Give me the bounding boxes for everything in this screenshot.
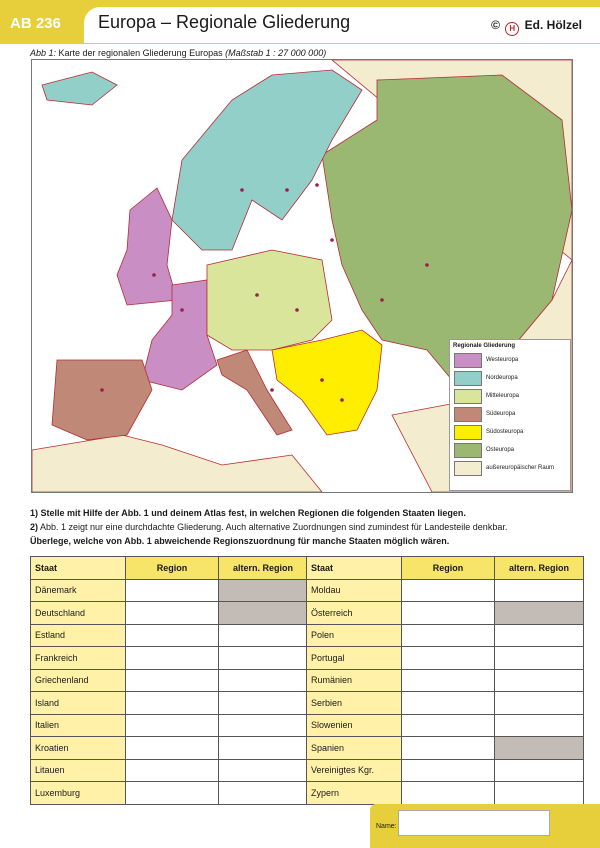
legend-swatch: [454, 443, 482, 458]
legend-label: Südeuropa: [486, 411, 516, 417]
table-row: [31, 647, 308, 670]
legend-item: [454, 405, 570, 423]
legend-item: [454, 459, 570, 477]
column-header-alt-region: altern. Region: [495, 557, 584, 580]
legend-label: Mitteleuropa: [486, 393, 520, 399]
table-row: [307, 579, 584, 602]
state-name: Kroatien: [31, 737, 126, 760]
alt-region-cell[interactable]: [495, 624, 584, 647]
table-row: [307, 669, 584, 692]
region-cell[interactable]: [402, 737, 495, 760]
column-header-region: Region: [402, 557, 495, 580]
publisher: [491, 18, 582, 36]
caption-scale: (Maßstab 1 : 27 000 000): [225, 48, 327, 58]
legend-item: [454, 423, 570, 441]
region-cell[interactable]: [402, 624, 495, 647]
alt-region-cell[interactable]: [219, 647, 308, 670]
alt-region-cell[interactable]: [495, 692, 584, 715]
table-row: [307, 602, 584, 625]
legend-item: [454, 351, 570, 369]
alt-region-cell-disabled: [219, 579, 308, 602]
table-row: [31, 714, 308, 737]
legend-swatch: [454, 407, 482, 422]
task-1: 1) Stelle mit Hilfe der Abb. 1 und deinem Atlas fest, in welchen Regionen die folgenden Staaten liegen.: [30, 508, 466, 518]
region-cell[interactable]: [402, 692, 495, 715]
legend-label: Westeuropa: [486, 357, 519, 363]
alt-region-cell-disabled: [495, 602, 584, 625]
alt-region-cell[interactable]: [495, 782, 584, 805]
map-region-central: [207, 250, 332, 350]
region-cell[interactable]: [402, 759, 495, 782]
state-name: Slowenien: [307, 714, 402, 737]
region-cell[interactable]: [402, 782, 495, 805]
legend-label: Nordeuropa: [486, 375, 518, 381]
column-header-state: Staat: [307, 557, 402, 580]
region-cell[interactable]: [402, 579, 495, 602]
copyright-symbol: ©: [491, 18, 500, 32]
legend-swatch: [454, 425, 482, 440]
alt-region-cell[interactable]: [495, 714, 584, 737]
table-row: [31, 669, 308, 692]
alt-region-cell[interactable]: [219, 759, 308, 782]
table-row: [31, 782, 308, 805]
table-row: [31, 624, 308, 647]
legend-item: [454, 387, 570, 405]
page-title: Europa – Regionale Gliederung: [98, 12, 351, 32]
state-name: Luxemburg: [31, 782, 126, 805]
answer-table-right: [306, 556, 584, 805]
state-name: Spanien: [307, 737, 402, 760]
legend-label: außereuropäischer Raum: [486, 465, 555, 471]
table-header-row: [307, 557, 584, 580]
column-header-alt-region: altern. Region: [219, 557, 308, 580]
alt-region-cell[interactable]: [219, 782, 308, 805]
state-name: Rumänien: [307, 669, 402, 692]
name-input[interactable]: [398, 810, 550, 836]
table-row: [307, 759, 584, 782]
region-cell[interactable]: [126, 759, 219, 782]
alt-region-cell[interactable]: [495, 759, 584, 782]
legend-item: [454, 441, 570, 459]
legend-swatch: [454, 461, 482, 476]
region-cell[interactable]: [402, 669, 495, 692]
legend-item: [454, 369, 570, 387]
table-row: [307, 692, 584, 715]
table-row: [31, 602, 308, 625]
region-cell[interactable]: [126, 624, 219, 647]
map-legend: [449, 339, 571, 491]
region-cell[interactable]: [126, 692, 219, 715]
table-row: [31, 692, 308, 715]
table-row: [307, 737, 584, 760]
state-name: Vereinigtes Kgr.: [307, 759, 402, 782]
table-row: [307, 647, 584, 670]
table-row: [307, 714, 584, 737]
state-name: Litauen: [31, 759, 126, 782]
region-cell[interactable]: [126, 602, 219, 625]
legend-swatch: [454, 353, 482, 368]
state-name: Griechenland: [31, 669, 126, 692]
publisher-logo-icon: H: [505, 22, 519, 36]
state-name: Italien: [31, 714, 126, 737]
region-cell[interactable]: [126, 714, 219, 737]
state-name: Island: [31, 692, 126, 715]
title-box: [84, 7, 600, 43]
column-header-state: Staat: [31, 557, 126, 580]
table-row: [31, 737, 308, 760]
legend-swatch: [454, 371, 482, 386]
legend-label: Osteuropa: [486, 447, 515, 453]
alt-region-cell-disabled: [495, 737, 584, 760]
alt-region-cell[interactable]: [495, 669, 584, 692]
alt-region-cell[interactable]: [219, 692, 308, 715]
alt-region-cell[interactable]: [495, 647, 584, 670]
region-cell[interactable]: [402, 602, 495, 625]
legend-label: Südosteuropa: [486, 429, 524, 435]
task-2-question: Überlege, welche von Abb. 1 abweichende Regionszuordnung für manche Staaten möglich wären.: [30, 536, 450, 546]
region-cell[interactable]: [126, 647, 219, 670]
state-name: Portugal: [307, 647, 402, 670]
alt-region-cell[interactable]: [219, 737, 308, 760]
alt-region-cell[interactable]: [495, 579, 584, 602]
region-cell[interactable]: [126, 737, 219, 760]
name-label: Name:: [376, 823, 397, 830]
region-cell[interactable]: [402, 714, 495, 737]
worksheet-number: AB 236: [0, 9, 74, 39]
column-header-region: Region: [126, 557, 219, 580]
state-name: Moldau: [307, 579, 402, 602]
table-row: [307, 624, 584, 647]
table-row: [31, 759, 308, 782]
name-tab: [370, 804, 600, 848]
region-cell[interactable]: [126, 782, 219, 805]
caption-text: Karte der regionalen Gliederung Europas: [56, 48, 226, 58]
state-name: Deutschland: [31, 602, 126, 625]
table-row: [31, 579, 308, 602]
task-2: 2) Abb. 1 zeigt nur eine durchdachte Gliederung. Auch alternative Zuordnungen sind zumindest für Landesteile denkbar.: [30, 522, 508, 532]
state-name: Estland: [31, 624, 126, 647]
alt-region-cell-disabled: [219, 602, 308, 625]
answer-table-left: [30, 556, 308, 805]
caption-prefix: Abb 1:: [30, 48, 57, 58]
legend-swatch: [454, 389, 482, 404]
table-row: [307, 782, 584, 805]
region-cell[interactable]: [126, 669, 219, 692]
figure-caption: [30, 48, 326, 58]
publisher-name: Ed. Hölzel: [524, 18, 582, 32]
state-name: Österreich: [307, 602, 402, 625]
state-name: Frankreich: [31, 647, 126, 670]
legend-title: Regionale Gliederung: [453, 343, 516, 349]
state-name: Serbien: [307, 692, 402, 715]
state-name: Polen: [307, 624, 402, 647]
state-name: Zypern: [307, 782, 402, 805]
region-cell[interactable]: [126, 579, 219, 602]
state-name: Dänemark: [31, 579, 126, 602]
alt-region-cell[interactable]: [219, 669, 308, 692]
table-header-row: [31, 557, 308, 580]
alt-region-cell[interactable]: [219, 624, 308, 647]
alt-region-cell[interactable]: [219, 714, 308, 737]
region-cell[interactable]: [402, 647, 495, 670]
